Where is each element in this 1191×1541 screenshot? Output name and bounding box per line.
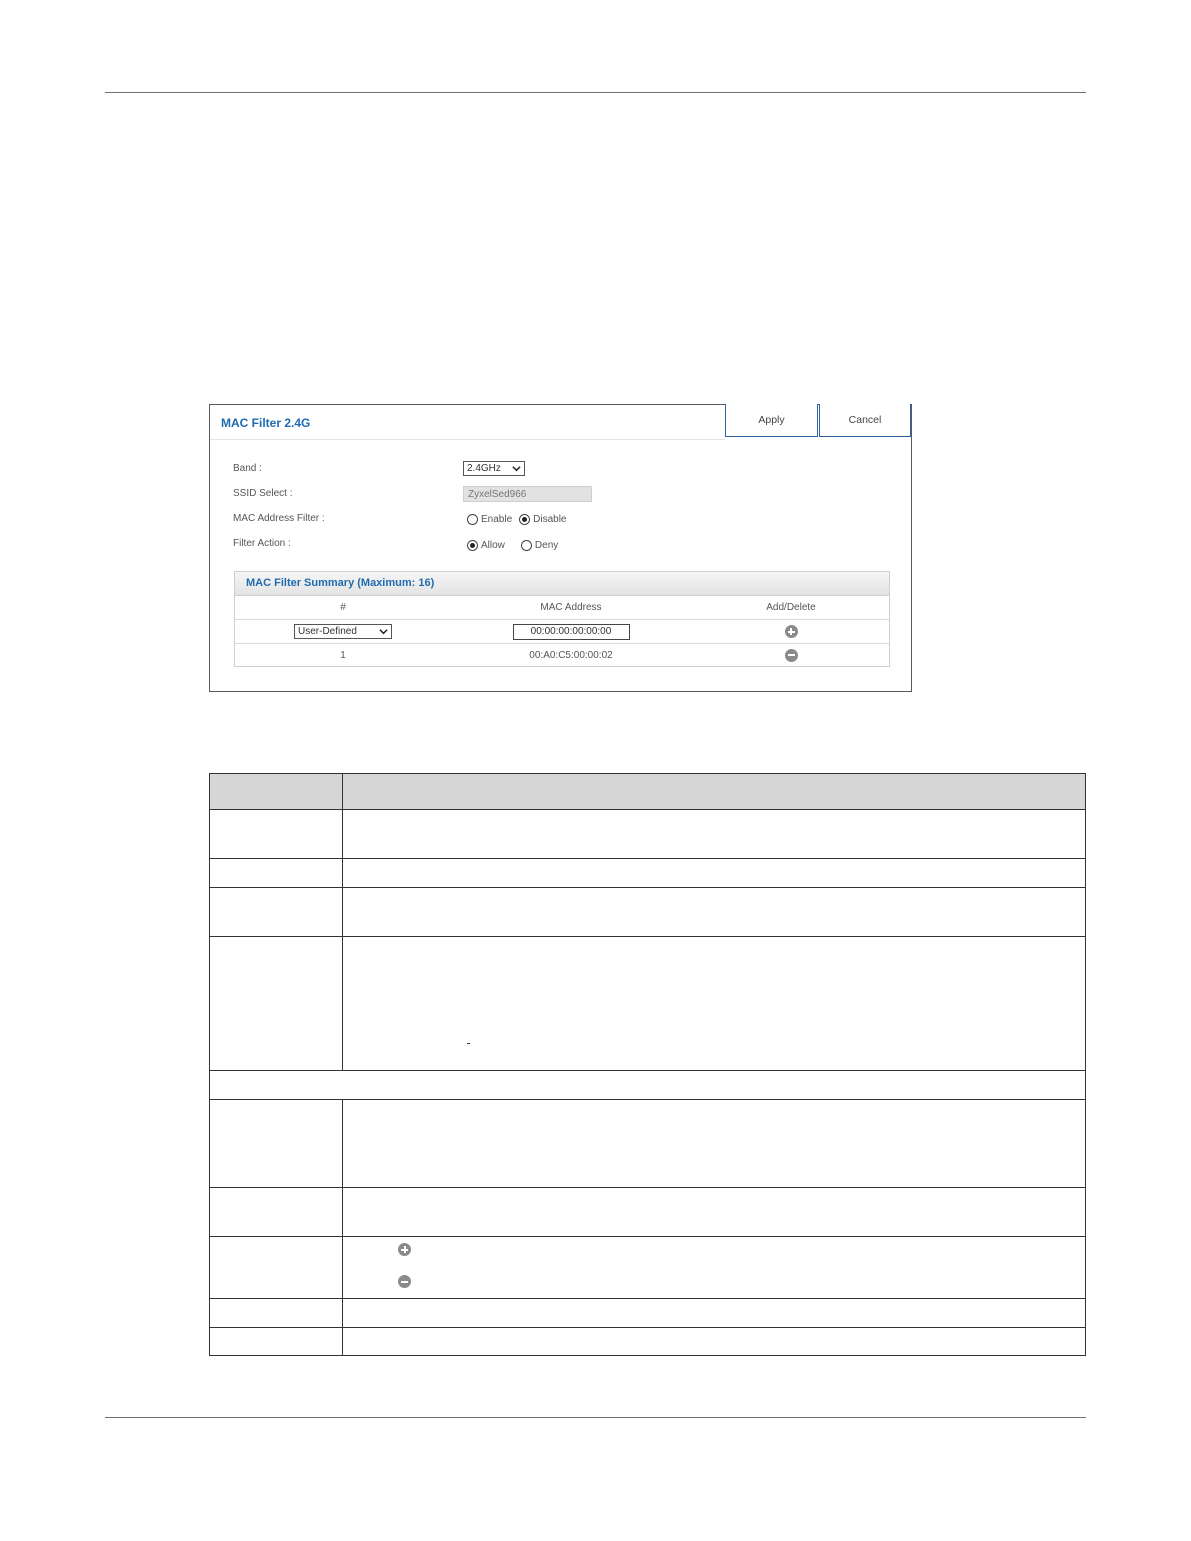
band-select[interactable] (463, 461, 525, 476)
chevron-down-icon (512, 464, 521, 473)
ssid-field: ZyxelSed966 (463, 486, 592, 502)
filter-action-deny-option[interactable] (521, 540, 558, 551)
deny-radio-label: Deny (534, 540, 559, 551)
table-row (235, 644, 889, 666)
field-description-table (209, 773, 1086, 1356)
ssid-label: SSID Select : (233, 488, 293, 499)
delete-icon[interactable] (785, 649, 798, 662)
footer-rule (105, 1417, 1086, 1418)
panel-title: MAC Filter 2.4G (221, 416, 311, 430)
action-cell (691, 644, 891, 666)
table-header-row (210, 774, 1085, 809)
table-row (210, 1298, 1085, 1327)
column-header-mac: MAC Address (540, 602, 602, 613)
user-defined-select-value: User-Defined (298, 626, 357, 637)
header-rule (105, 92, 1086, 93)
table-row (210, 1236, 1085, 1298)
summary-header-row (235, 596, 889, 620)
cancel-button[interactable]: Cancel (819, 404, 911, 437)
table-row (210, 809, 1085, 858)
apply-button[interactable]: Apply (725, 404, 818, 437)
column-header-index: # (340, 602, 346, 613)
table-row (210, 1327, 1085, 1355)
band-label: Band : (233, 463, 262, 474)
filter-action-radio-group (467, 540, 565, 551)
mac-address-input[interactable] (513, 624, 630, 640)
band-select-value: 2.4GHz (467, 463, 501, 474)
disable-radio[interactable] (519, 514, 530, 525)
delete-icon (398, 1275, 411, 1288)
index-cell (235, 620, 451, 643)
add-icon (398, 1243, 411, 1256)
allow-radio-label: Allow (481, 540, 505, 551)
enable-radio[interactable] (467, 514, 478, 525)
mac-filter-radio-group (467, 514, 574, 525)
table-row (210, 936, 1085, 1070)
disable-radio-label: Disable (533, 514, 567, 525)
underline-mark (467, 1043, 470, 1044)
enable-radio-label: Enable (481, 514, 513, 525)
allow-radio[interactable] (467, 540, 478, 551)
table-section-row (210, 1070, 1085, 1099)
table-row (210, 1187, 1085, 1236)
row-index: 1 (340, 649, 346, 661)
filter-action-allow-option[interactable] (467, 540, 505, 551)
row-mac: 00:A0:C5:00:00:02 (529, 649, 613, 661)
table-row (210, 1099, 1085, 1187)
table-row (210, 858, 1085, 887)
mac-cell (451, 620, 691, 643)
filter-action-label: Filter Action : (233, 538, 291, 549)
chevron-down-icon (379, 627, 388, 636)
mac-filter-summary-table (234, 571, 890, 667)
user-defined-select[interactable] (294, 624, 392, 639)
mac-filter-panel (209, 404, 912, 692)
add-icon[interactable] (785, 625, 798, 638)
mac-filter-label: MAC Address Filter : (233, 513, 325, 524)
table-row (210, 887, 1085, 936)
mac-filter-enable-option[interactable] (467, 514, 512, 525)
action-cell (691, 620, 891, 643)
mac-filter-disable-option[interactable] (519, 514, 566, 525)
column-header-add-delete: Add/Delete (766, 602, 816, 613)
summary-title: MAC Filter Summary (Maximum: 16) (235, 572, 889, 596)
deny-radio[interactable] (521, 540, 532, 551)
title-divider (210, 439, 725, 440)
summary-input-row (235, 620, 889, 644)
